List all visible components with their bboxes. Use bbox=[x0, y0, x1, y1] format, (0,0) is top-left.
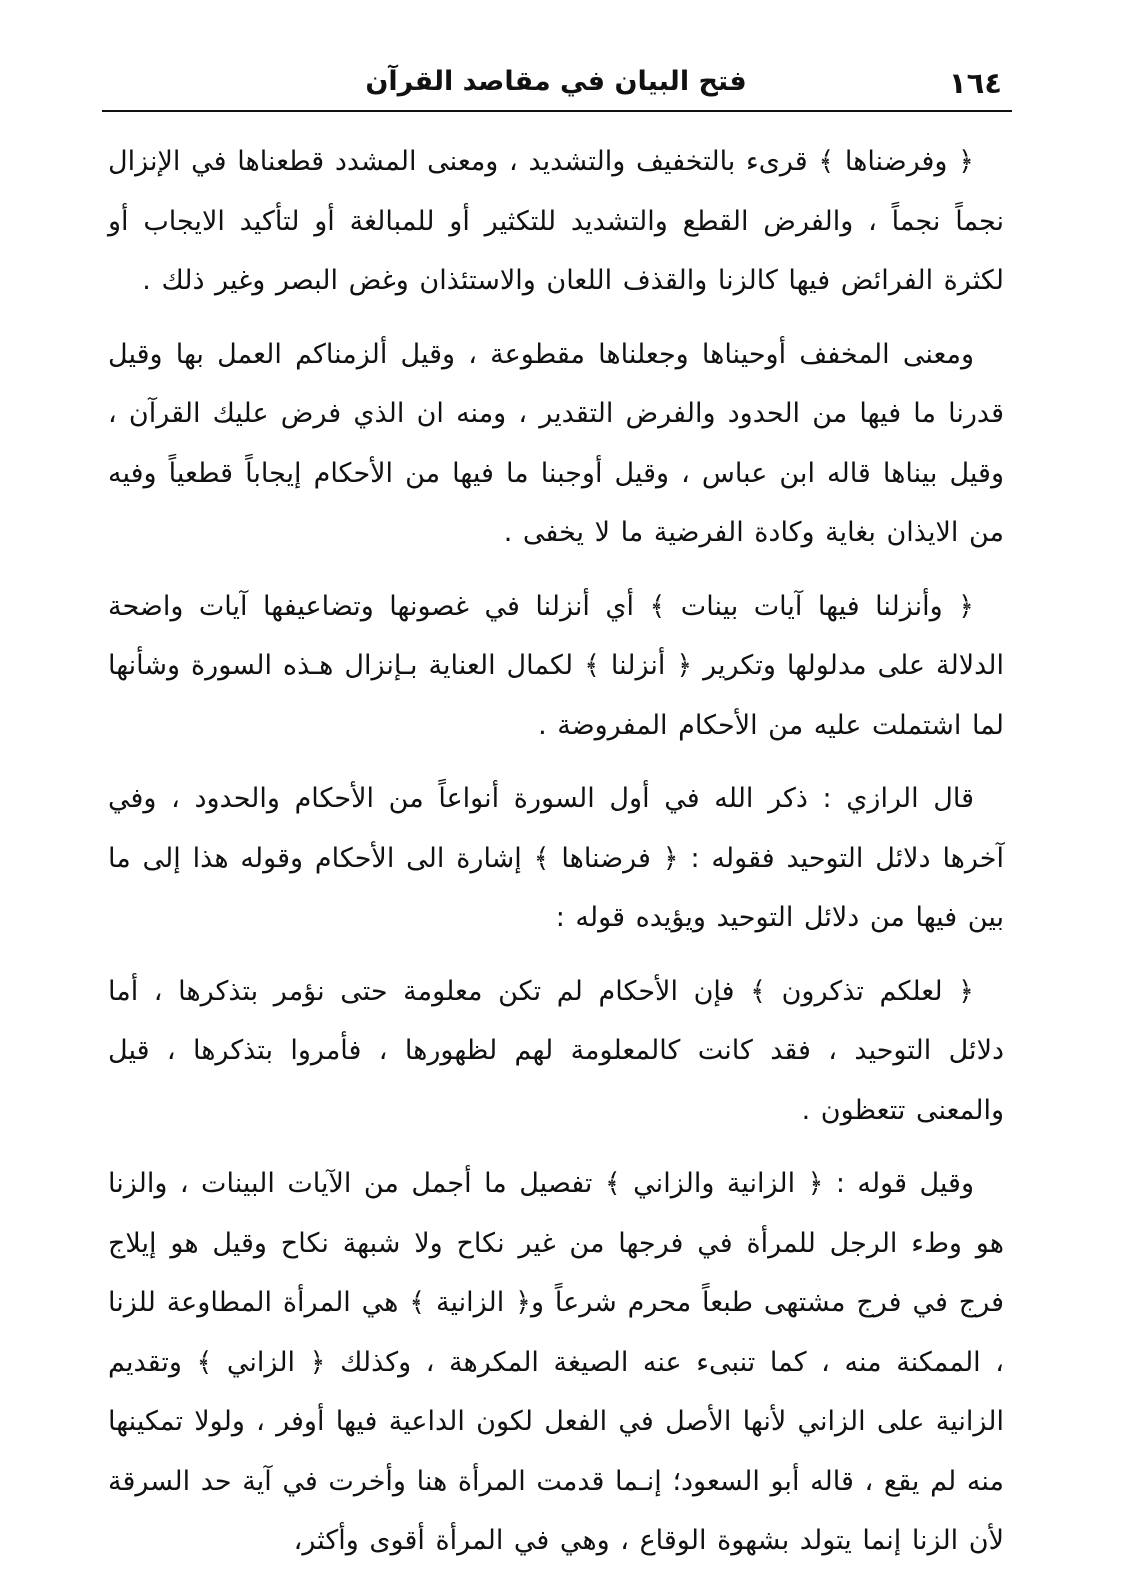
paragraph-4: قال الرازي : ذكر الله في أول السورة أنواعاً من الأحكام والحدود ، وفي آخرها دلائل التوحيد فقوله : ﴿ فرضناها ﴾ إشارة الى الأحكام وقوله هذا إلى ما بين فيها من دلائل التوحيد ويؤيده قوله : bbox=[108, 783, 1004, 933]
page-number: ١٦٤ bbox=[948, 66, 1002, 100]
paragraph-1: ﴿ وفرضناها ﴾ قرىء بالتخفيف والتشديد ، ومعنى المشدد قطعناها في الإنزال نجماً نجماً ، والفرض القطع والتشديد للتكثير أو للمبالغة أو لتأكيد الايجاب أو لكثرة الفرائض فيها كالزنا والقذف اللعان والاستئذان وغض البصر وغير ذلك . bbox=[108, 146, 1004, 296]
running-header bbox=[108, 62, 1004, 106]
paragraph-5: ﴿ لعلكم تذكرون ﴾ فإن الأحكام لم تكن معلومة حتى نؤمر بتذكرها ، أما دلائل التوحيد ، فقد كانت كالمعلومة لهم لظهورها ، فأمروا بتذكرها ، قيل والمعنى تتعظون . bbox=[108, 975, 1004, 1126]
paragraph-6: وقيل قوله : ﴿ الزانية والزاني ﴾ تفصيل ما أجمل من الآيات البينات ، والزنا هو وطء الرجل للمرأة في فرجها من غير نكاح ولا شبهة نكاح وقيل هو إيلاج فرج في فرج مشتهى طبعاً محرم شرعاً و﴿ الزانية ﴾ هي المرأة المطاوعة للزنا ، الممكنة منه ، كما تنبىء عنه الصيغة المكرهة ، وكذلك ﴿ الزاني ﴾ وتقديم الزانية على الزاني لأنها الأصل في الفعل لكون الداعية فيها أوفر ، ولولا تمكينها منه لم يقع ، قاله أبو السعود؛ إنـما قدمت المرأة هنا وأخرت في آية حد السرقة لأن الزنا إنما يتولد بشهوة الوقاع ، وهي في المرأة أقوى وأكثر، bbox=[108, 1168, 1004, 1556]
paragraph-3: ﴿ وأنزلنا فيها آيات بينات ﴾ أي أنزلنا في غصونها وتضاعيفها آيات واضحة الدلالة على مدلولها وتكرير ﴿ أنزلنا ﴾ لكمال العناية بـإنزال هـذه السورة وشأنها لما اشتملت عليه من الأحكام المفروضة . bbox=[108, 590, 1004, 741]
book-title: فتح البيان في مقاصد القرآن bbox=[365, 66, 747, 97]
header-rule bbox=[102, 110, 1012, 112]
paragraph-2: ومعنى المخفف أوحيناها وجعلناها مقطوعة ، وقيل ألزمناكم العمل بها وقيل قدرنا ما فيها من الحدود والفرض التقدير ، ومنه ان الذي فرض عليك القرآن ، وقيل بيناها قاله ابن عباس ، وقيل أوجبنا ما فيها من الأحكام إيجاباً قطعياً وفيه من الايذان بغاية وكادة الفرضية ما لا يخفى . bbox=[108, 338, 1004, 548]
page-body bbox=[108, 132, 1004, 1585]
book-page bbox=[108, 62, 1004, 1556]
